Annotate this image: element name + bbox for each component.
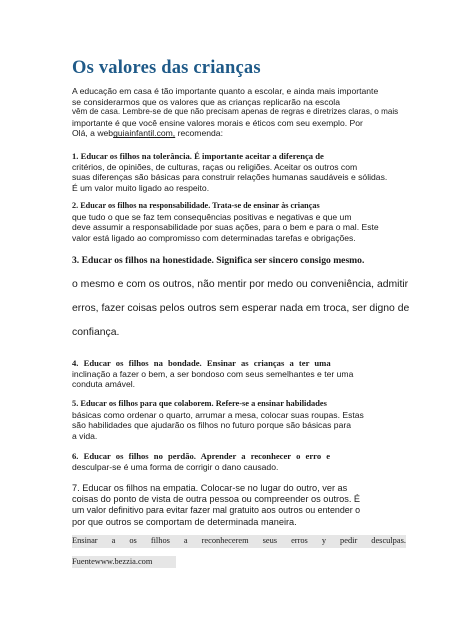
section-honestidade [72, 278, 424, 350]
footer-word: filhos [150, 536, 170, 545]
intro-line: importante é que você ensine valores morais e éticos com seu exemplo. Por [72, 117, 363, 128]
footer-word: Ensinar [72, 536, 98, 545]
page-title: Os valores das crianças [72, 58, 261, 78]
footer-line [72, 536, 406, 545]
footer-word: reconhecerem [201, 536, 249, 545]
footer-word: a [183, 536, 188, 545]
section-line: que tudo o que se faz tem consequências positivas e negativas e que um [72, 211, 352, 222]
section-responsabilidade [72, 201, 412, 243]
intro-line: se considerarmos que os valores que as crianças replicarão na escola [72, 96, 340, 107]
footer-word: os [129, 536, 137, 545]
section-line: básicas como ordenar o quarto, arrumar a mesa, colocar suas roupas. Estas [72, 409, 364, 420]
section-line: conduta amável. [72, 379, 136, 390]
section-colaborem [72, 399, 412, 441]
section-heading: 2. Educar os filhos na responsabilidade. Trata-se de ensinar às crianças [72, 201, 320, 210]
section-heading-honestidade: 3. Educar os filhos na honestidade. Significa ser sincero consigo mesmo. [72, 255, 365, 266]
section-heading: 1. Educar os filhos na tolerância. É importante aceitar a diferença de [72, 151, 324, 161]
section-line: critérios, de opiniões, de culturas, raças ou religiões. Aceitar os outros com [72, 161, 358, 172]
section-line: coisas do ponto de vista de outra pessoa ou compreender os outros. É [72, 494, 361, 505]
section-line: erros, fazer coisas pelos outros sem esperar nada em troca, ser digno de [72, 303, 410, 314]
section-line: valor está ligado ao compromisso com determinadas tarefas e obrigações. [72, 232, 356, 243]
section-tolerancia [72, 151, 412, 193]
section-perdao [72, 451, 412, 472]
section-heading: 5. Educar os filhos para que colaborem. Refere-se a ensinar habilidades [72, 399, 327, 408]
footer-word: desculpas. [371, 536, 406, 545]
footer-word: a [111, 536, 116, 545]
footer-word: seus [262, 536, 278, 545]
section-heading: 4. Educar os filhos na bondade. Ensinar as crianças a ter uma [72, 358, 331, 368]
footer-word: pedir [340, 536, 358, 545]
section-line: inclinação a fazer o bem, a ser bondoso com seus semelhantes e ter uma [72, 368, 354, 379]
intro-text: Olá, a web [72, 128, 114, 139]
section-empatia [72, 483, 412, 528]
intro-text: recomenda: [175, 128, 223, 139]
section-line: a vida. [72, 430, 98, 441]
section-line: suas diferenças são básicas para construir relações humanas saudáveis e sólidas. [72, 172, 388, 183]
section-line: são habilidades que ajudarão os filhos no futuro porque são básicas para [72, 420, 352, 431]
footer-word: erros [291, 536, 308, 545]
section-heading: 6. Educar os filhos no perdão. Aprender a reconhecer o erro e [72, 451, 331, 461]
intro-paragraph [72, 86, 412, 139]
section-line: 7. Educar os filhos na empatia. Colocar-se no lugar do outro, ver as [72, 483, 348, 493]
section-line: confiança. [72, 327, 120, 338]
intro-line: A educação em casa é tão importante quanto a escolar, e ainda mais importante [72, 86, 379, 96]
section-bondade [72, 358, 412, 390]
footer-word: y [321, 536, 327, 545]
section-line: É um valor muito ligado ao respeito. [72, 182, 210, 193]
section-line: desculpar-se é uma forma de corrigir o dano causado. [72, 461, 279, 472]
section-line: por que outros se comportam de determinada maneira. [72, 516, 297, 527]
guiainfantil-link[interactable]: guiainfantil.com, [113, 128, 176, 139]
section-line: deve assumir a responsabilidade por suas ações, para o bem e para o mal. Este [72, 222, 379, 233]
section-line: o mesmo e com os outros, não mentir por medo ou conveniência, admitir [72, 279, 409, 290]
intro-line [72, 128, 412, 139]
intro-line: vêm de casa. Lembre-se de que não precisam apenas de regras e diretrizes claras, o mais [72, 107, 399, 117]
section-line: um valor definitivo para evitar fazer mal gratuito aos outros ou entender o [72, 505, 361, 516]
source-line: Fuentewww.bezzia.com [72, 557, 153, 566]
